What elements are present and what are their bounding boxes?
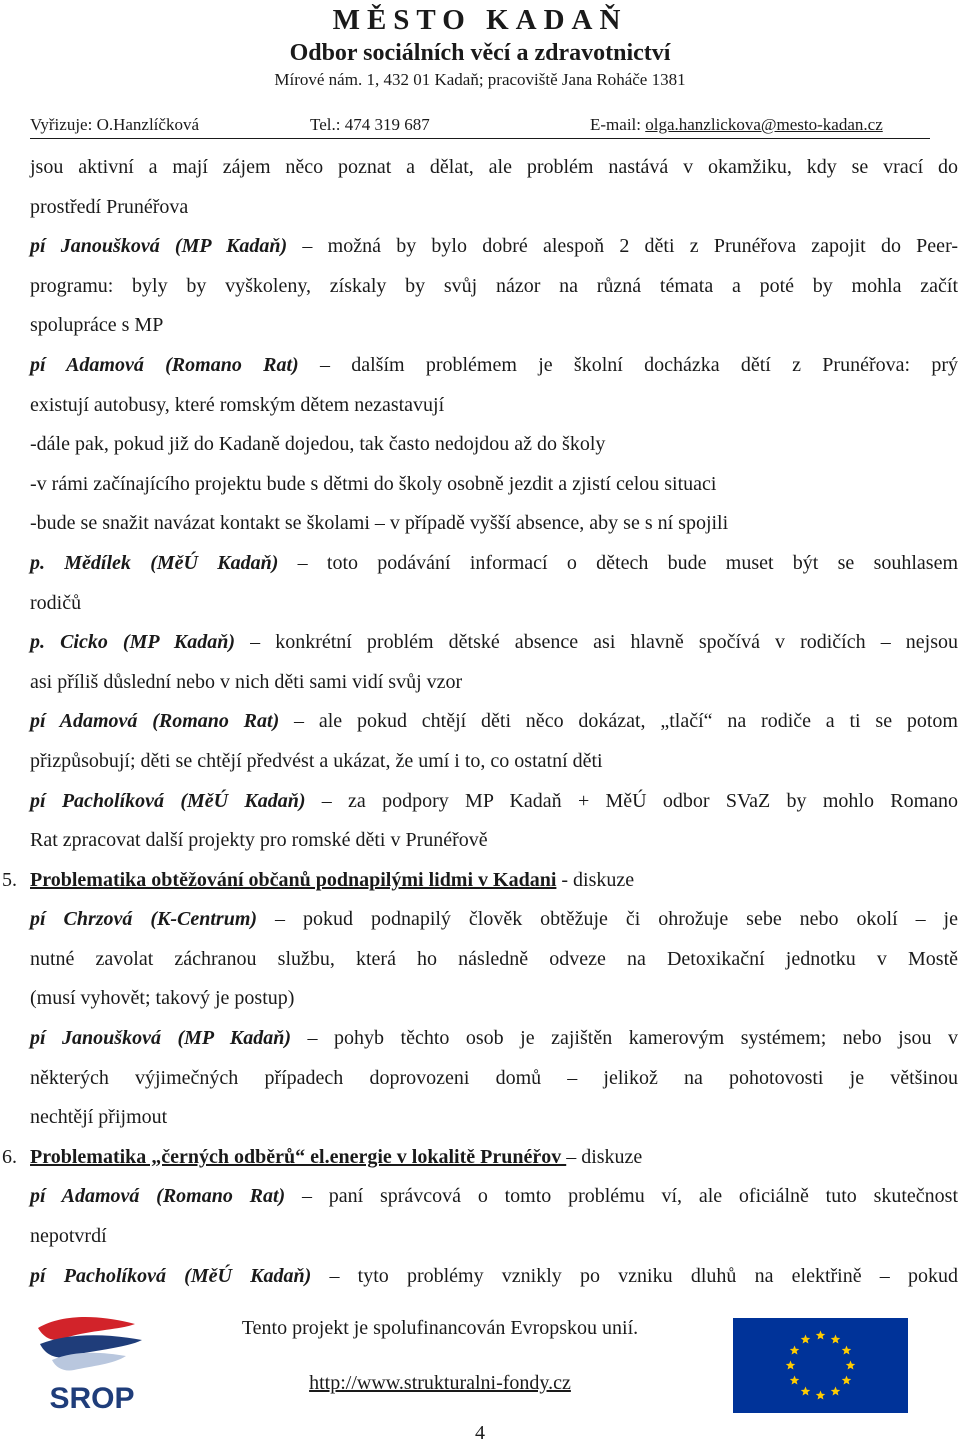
cofinance-note: Tento projekt je spolufinancován Evropskou unií.: [241, 1317, 639, 1339]
email-label: E-mail:: [590, 115, 646, 134]
text-line: pí Adamová (Romano Rat) – ale pokud chtějí děti něco dokázat, „tlačí“ na rodiče a ti se potom: [30, 710, 958, 733]
speaker-name: pí Janoušková (MP Kadaň): [30, 1027, 292, 1050]
text-line: pí Adamová (Romano Rat) – paní správcová o tomto problému ví, ale oficiálně tuto skutečnost: [30, 1185, 959, 1208]
document-body: [2, 148, 959, 1296]
header-divider: [30, 138, 930, 139]
text-line: (musí vyhovět; takový je postup): [30, 987, 295, 1010]
speaker-name: pí Adamová (Romano Rat): [30, 1185, 286, 1208]
speaker-name: pí Adamová (Romano Rat): [30, 710, 280, 733]
text-line: nepotvrdí: [30, 1225, 107, 1248]
text-line: existují autobusy, které romským dětem nezastavují: [30, 393, 445, 416]
text-line: p. Cicko (MP Kadaň) – konkrétní problém dětské absence asi hlavně spočívá v rodičích – nejsou: [30, 631, 958, 654]
text-line: jsou aktivní a mají zájem něco poznat a dělat, ale problém nastává v okamžiku, kdy se vrací do: [30, 156, 958, 178]
address: Mírové nám. 1, 432 01 Kadaň; pracoviště Jana Roháče 1381: [274, 70, 686, 89]
text-line: nechtějí přijmout: [30, 1106, 168, 1129]
speaker-name: p. Cicko (MP Kadaň): [30, 631, 236, 654]
text-line: pí Janoušková (MP Kadaň) – pohyb těchto osob je zajištěn kamerovým systémem; nebo jsou v: [30, 1027, 958, 1050]
page-number: 4: [475, 1422, 485, 1444]
srop-logo-text: SROP: [49, 1382, 135, 1415]
text-line: nutné zavolat záchranou službu, která ho následně odveze na Detoxikační jednotku v Mostě: [30, 947, 958, 970]
speaker-name: pí Chrzová (K-Centrum): [30, 908, 258, 931]
section-number: 6.: [2, 1145, 17, 1168]
text-line: pí Janoušková (MP Kadaň) – možná by bylo dobré alespoň 2 děti z Prunéřova zapojit do Peer-: [30, 235, 958, 258]
text-line: rodičů: [30, 591, 82, 614]
text-line: -dále pak, pokud již do Kadaně dojedou, tak často nedojdou až do školy: [30, 433, 606, 456]
text-line: pí Adamová (Romano Rat) – dalším problémem je školní docházka dětí z Prunéřova: prý: [30, 353, 958, 376]
section-number: 5.: [2, 868, 17, 891]
text-line: pí Chrzová (K-Centrum) – pokud podnapilý člověk obtěžuje či ohrožuje sebe nebo okolí – je: [30, 908, 958, 931]
text-line: -v rámi začínajícího projektu bude s dětmi do školy osobně jezdit a zjistí celou situaci: [30, 472, 717, 495]
email-row: [590, 115, 883, 135]
eu-flag: [733, 1318, 908, 1413]
text-line: Rat zpracovat další projekty pro romské děti v Prunéřově: [30, 829, 488, 852]
text-line: pí Pacholíková (MěÚ Kadaň) – tyto problémy vznikly po vzniku dluhů na elektřině – pokud: [30, 1264, 958, 1287]
section-heading: Problematika „černých odběrů“ el.energie v lokalitě Prunéřov: [30, 1145, 567, 1168]
text-line: pí Pacholíková (MěÚ Kadaň) – za podpory MP Kadaň + MěÚ odbor SVaZ by mohlo Romano: [30, 789, 958, 812]
text-line: p. Mědílek (MěÚ Kadaň) – toto podávání informací o dětech bude muset být se souhlasem: [30, 551, 958, 574]
speaker-name: pí Pacholíková (MěÚ Kadaň): [30, 1264, 312, 1287]
phone: Tel.: 474 319 687: [310, 115, 430, 134]
section-heading-line: 5. Problematika obtěžování občanů podnapilými lidmi v Kadani - diskuze: [30, 861, 958, 901]
text-line: -bude se snažit navázat kontakt se školami – v případě vyšší absence, aby se s ní spojili: [30, 512, 729, 535]
section-heading-line: 6. Problematika „černých odběrů“ el.energie v lokalitě Prunéřov – diskuze: [30, 1138, 958, 1178]
text-line: přizpůsobují; děti se chtějí předvést a ukázat, že umí i to, co ostatní děti: [30, 749, 603, 772]
speaker-name: pí Janoušková (MP Kadaň): [30, 235, 288, 258]
speaker-name: pí Adamová (Romano Rat): [30, 353, 299, 376]
speaker-name: pí Pacholíková (MěÚ Kadaň): [30, 789, 306, 812]
email-link[interactable]: olga.hanzlickova@mesto-kadan.cz: [645, 115, 883, 134]
speaker-name: p. Mědílek (MěÚ Kadaň): [30, 551, 279, 574]
text-line: spolupráce s MP: [30, 314, 164, 337]
text-line: programu: byly by vyškoleny, získaly by svůj názor na různá témata a poté by mohla začít: [30, 274, 958, 297]
text-line: asi příliš důslední nebo v nich děti sami vidí svůj vzor: [30, 670, 463, 693]
department-name: Odbor sociálních věcí a zdravotnictví: [289, 40, 671, 66]
handler: Vyřizuje: O.Hanzlíčková: [30, 115, 199, 134]
text-line: některých výjimečných případech doprovozeni domů – jelikož na pohotovosti je většinou: [30, 1066, 958, 1089]
section-heading: Problematika obtěžování občanů podnapilými lidmi v Kadani: [30, 868, 557, 891]
text-line: prostředí Prunéřova: [30, 195, 189, 218]
structural-funds-link[interactable]: http://www.strukturalni-fondy.cz: [309, 1372, 571, 1394]
city-name: MĚSTO KADAŇ: [332, 4, 628, 36]
